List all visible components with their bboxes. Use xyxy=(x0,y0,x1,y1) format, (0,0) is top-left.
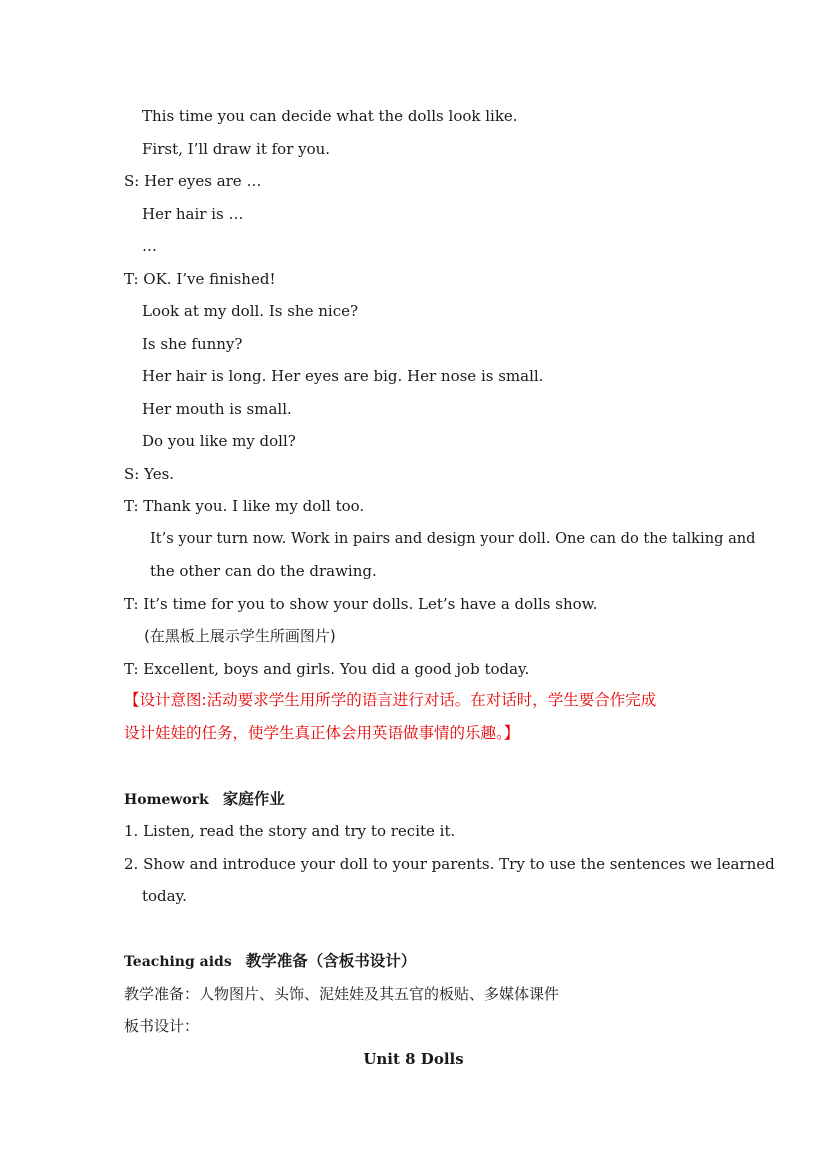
dialogue-line: S: Yes. xyxy=(124,465,175,483)
dialogue-line: S: Her eyes are … xyxy=(124,172,262,190)
board-design-label: 板书设计： xyxy=(124,1017,200,1035)
homework-label-en: Homework xyxy=(124,792,209,808)
dialogue-line: the other can do the drawing. xyxy=(150,562,377,580)
stage-direction: (在黑板上展示学生所画图片) xyxy=(144,627,336,645)
dialogue-line: Her mouth is small. xyxy=(142,400,292,418)
dialogue-line: Look at my doll. Is she nice? xyxy=(142,302,359,320)
dialogue-line: T: Excellent, boys and girls. You did a good job today. xyxy=(124,660,530,678)
dialogue-line: Do you like my doll? xyxy=(142,432,296,450)
dialogue-line: Her hair is long. Her eyes are big. Her nose is small. xyxy=(142,367,544,385)
dialogue-line: This time you can decide what the dolls look like. xyxy=(142,107,518,125)
homework-item: today. xyxy=(142,887,187,905)
homework-item: 2. Show and introduce your doll to your parents. Try to use the sentences we learned xyxy=(124,855,775,873)
teaching-aids-label-cn: 教学准备（含板书设计） xyxy=(245,952,417,970)
design-intent-line-2: 设计娃娃的任务，使学生真正体会用英语做事情的乐趣。】 xyxy=(124,724,520,742)
teaching-aids-label-en: Teaching aids xyxy=(124,954,232,970)
teaching-aids-heading xyxy=(124,951,416,972)
homework-item: 1. Listen, read the story and try to recite it. xyxy=(124,822,456,840)
homework-label-cn: 家庭作业 xyxy=(222,790,285,808)
dialogue-line: First, I’ll draw it for you. xyxy=(142,140,331,158)
dialogue-line: It’s your turn now. Work in pairs and design your doll. One can do the talking and xyxy=(150,530,756,547)
board-title: Unit 8 Dolls xyxy=(363,1050,464,1068)
design-intent-line-1: 【设计意图:活动要求学生用所学的语言进行对话。在对话时，学生要合作完成 xyxy=(124,691,657,709)
dialogue-line: T: OK. I’ve finished! xyxy=(124,270,276,288)
homework-heading xyxy=(124,789,285,810)
teaching-prep-text: 教学准备：人物图片、头饰、泥娃娃及其五官的板贴、多媒体课件 xyxy=(124,985,560,1003)
dialogue-line: Is she funny? xyxy=(142,335,243,353)
dialogue-line: T: It’s time for you to show your dolls. Let’s have a dolls show. xyxy=(124,595,598,613)
dialogue-line: … xyxy=(142,237,157,255)
dialogue-line: Her hair is … xyxy=(142,205,244,223)
dialogue-line: T: Thank you. I like my doll too. xyxy=(124,497,365,515)
